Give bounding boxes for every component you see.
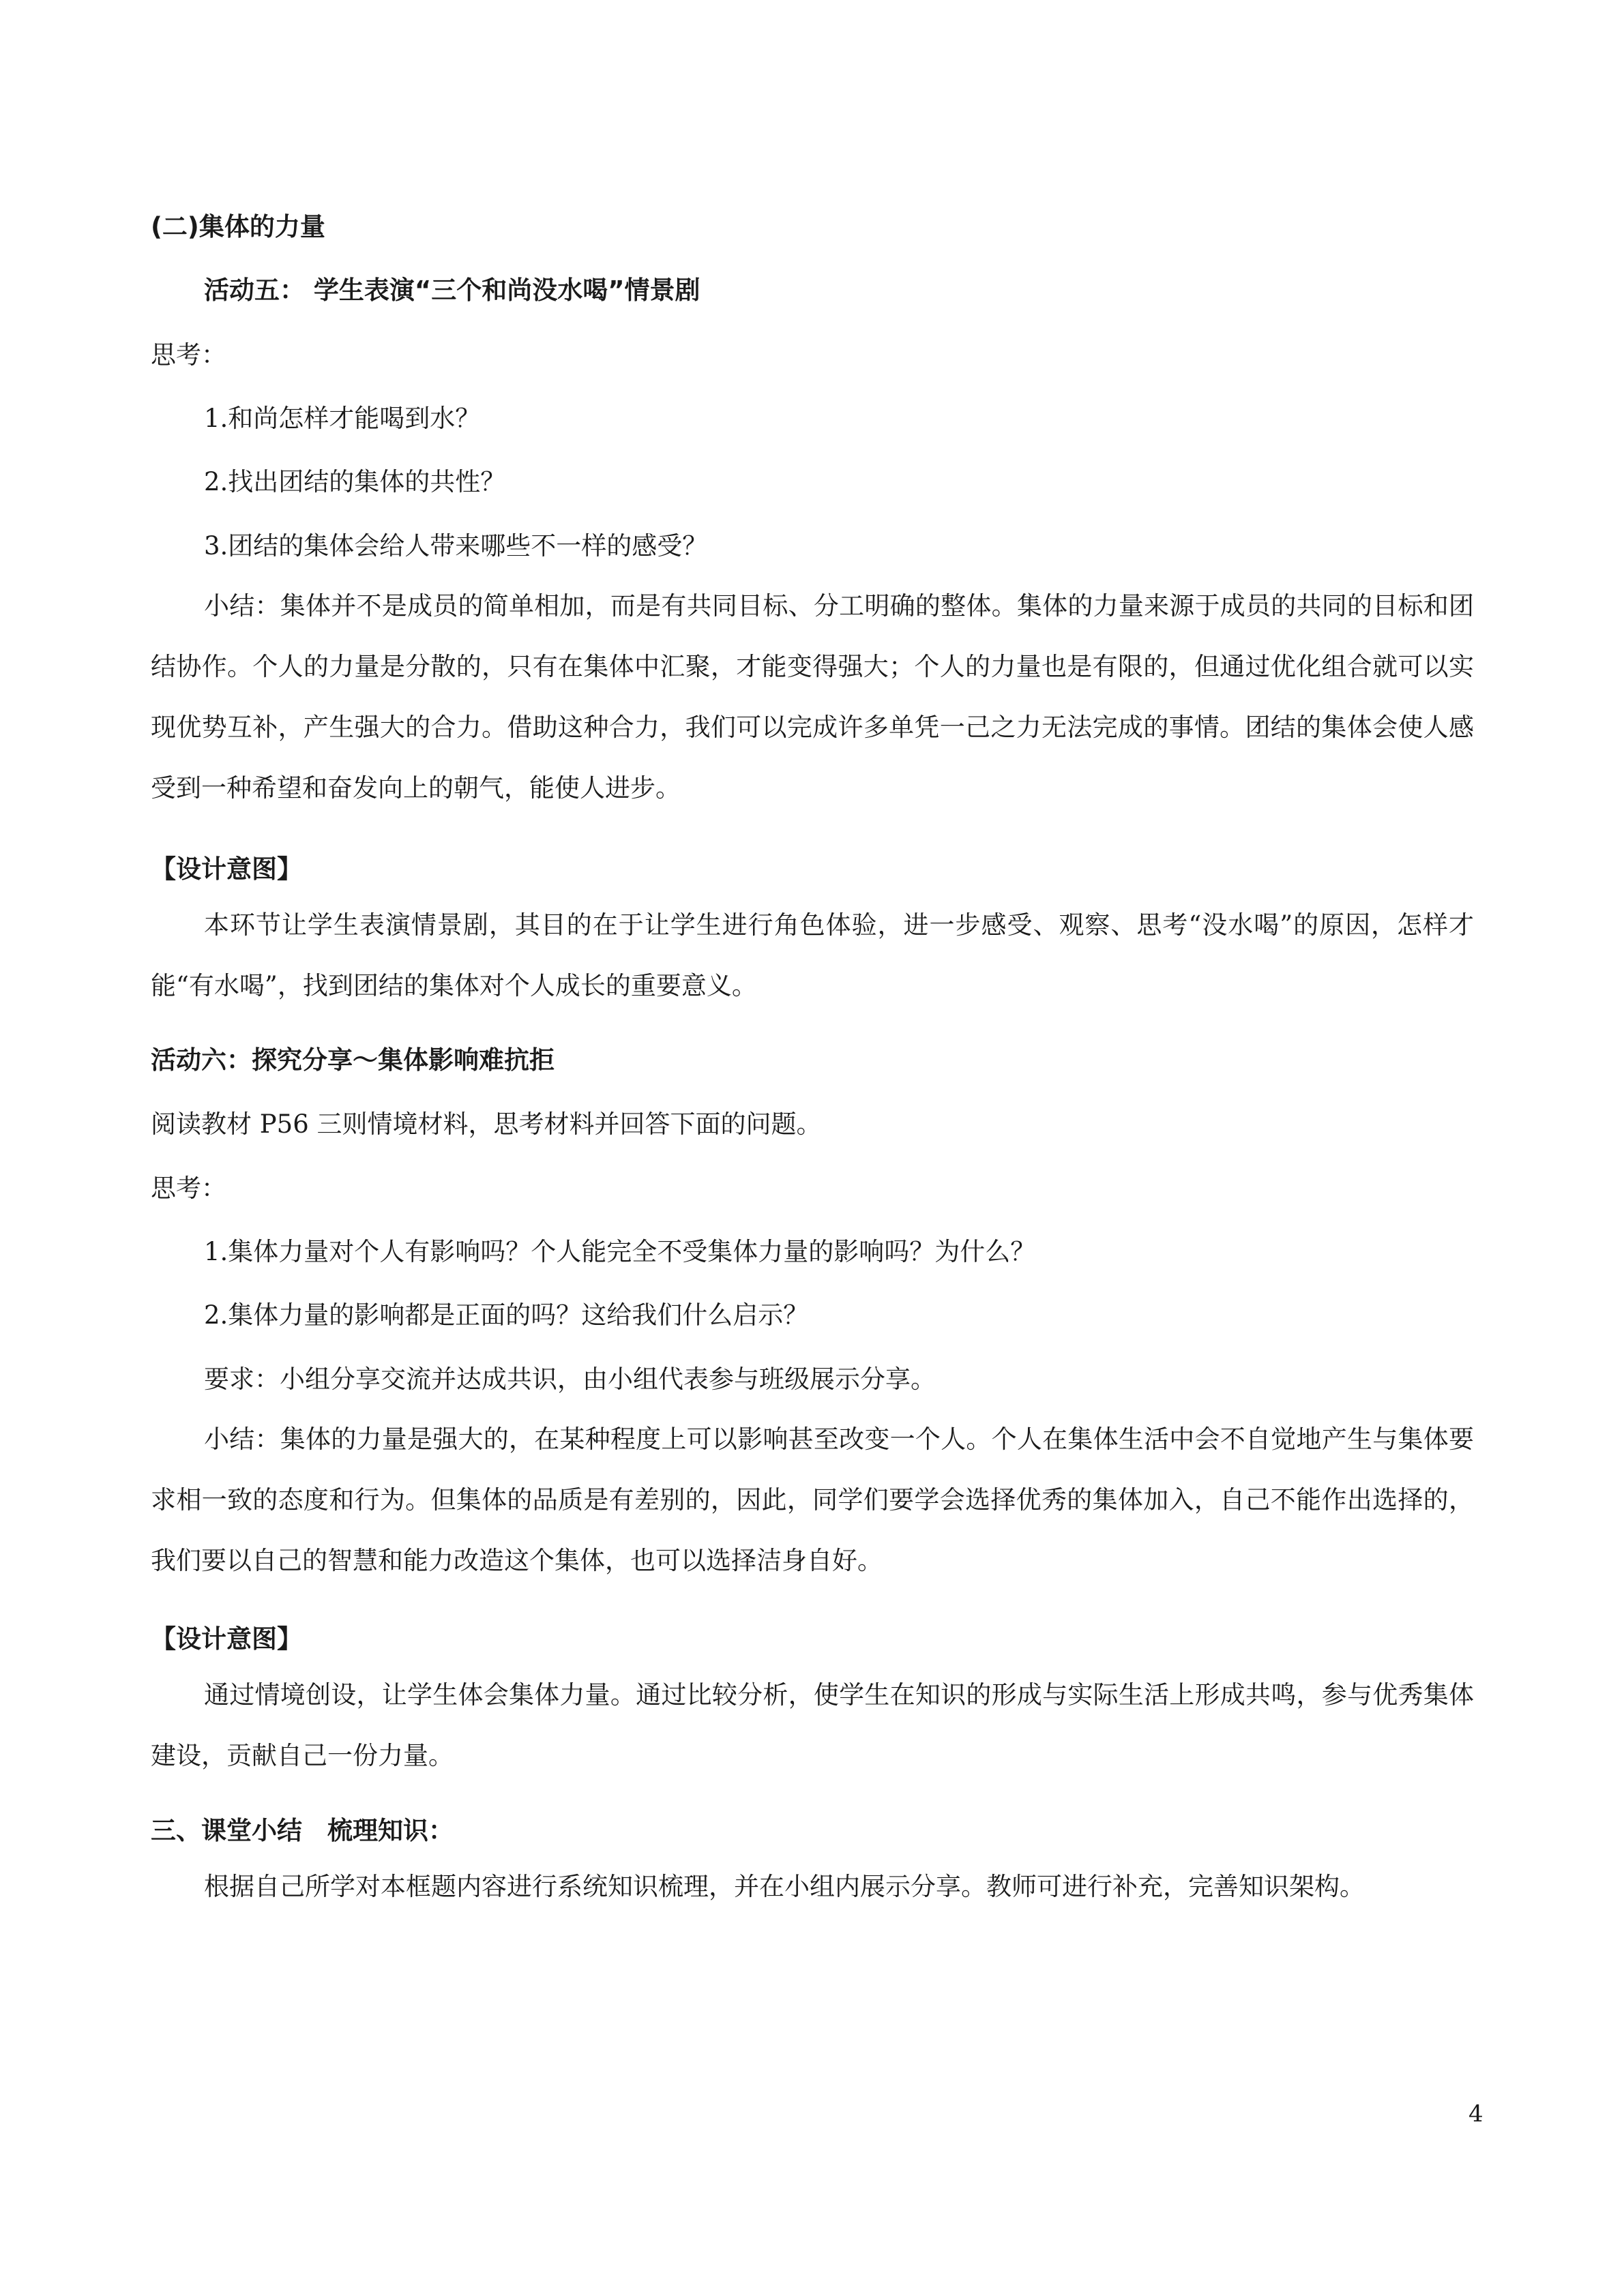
section-title: (二)集体的力量	[151, 212, 325, 241]
activity6-question-2: 2.集体力量的影响都是正面的吗？这给我们什么启示？	[204, 1300, 809, 1330]
activity5-summary: 小结：集体并不是成员的简单相加，而是有共同目标、分工明确的整体。集体的力量来源于成员的共同的目标和团结协作。个人的力量是分散的，只有在集体中汇聚，才能变得强大；个人的力量也是有限的，但通过优化组合就可以实现优势互补，产生强大的合力。借助这种合力，我们可以完成许多单凭一己之力无法完成的事情。团结的集体会使人感受到一种希望和奋发向上的朝气，能使人进步。	[151, 591, 1474, 803]
activity5-design-label: 【设计意图】	[151, 854, 302, 884]
activity5-think-label: 思考：	[151, 340, 226, 370]
activity6-title: 活动六：探究分享～集体影响难抗拒	[151, 1045, 555, 1075]
activity6-requirement: 要求：小组分享交流并达成共识，由小组代表参与班级展示分享。	[204, 1365, 936, 1394]
activity6-summary: 小结：集体的力量是强大的，在某种程度上可以影响甚至改变一个人。个人在集体生活中会不自觉地产生与集体要求相一致的态度和行为。但集体的品质是有差别的，因此，同学们要学会选择优秀的集体加入，自己不能作出选择的，我们要以自己的智慧和能力改造这个集体，也可以选择洁身自好。	[151, 1425, 1474, 1575]
activity5-question-1: 1.和尚怎样才能喝到水？	[204, 404, 481, 433]
page-number: 4	[1468, 2100, 1483, 2128]
activity6-intro: 阅读教材 P56 三则情境材料，思考材料并回答下面的问题。	[151, 1109, 822, 1139]
activity6-think-label: 思考：	[151, 1174, 226, 1203]
section3-title: 三、课堂小结 梳理知识：	[151, 1816, 454, 1845]
activity5-design-text: 本环节让学生表演情景剧，其目的在于让学生进行角色体验，进一步感受、观察、思考“没水喝”的原因，怎样才能“有水喝”，找到团结的集体对个人成长的重要意义。	[151, 910, 1474, 1000]
activity6-question-1: 1.集体力量对个人有影响吗？个人能完全不受集体力量的影响吗？为什么？	[204, 1237, 1036, 1266]
activity5-question-2: 2.找出团结的集体的共性？	[204, 467, 506, 496]
activity6-design-text: 通过情境创设，让学生体会集体力量。通过比较分析，使学生在知识的形成与实际生活上形成共鸣，参与优秀集体建设，贡献自己一份力量。	[151, 1680, 1474, 1770]
activity5-title: 活动五： 学生表演“三个和尚没水喝”情景剧	[204, 275, 700, 305]
section3-text: 根据自己所学对本框题内容进行系统知识梳理，并在小组内展示分享。教师可进行补充，完善知识架构。	[204, 1872, 1365, 1901]
activity5-question-3: 3.团结的集体会给人带来哪些不一样的感受？	[204, 531, 708, 561]
activity6-design-label: 【设计意图】	[151, 1624, 302, 1654]
